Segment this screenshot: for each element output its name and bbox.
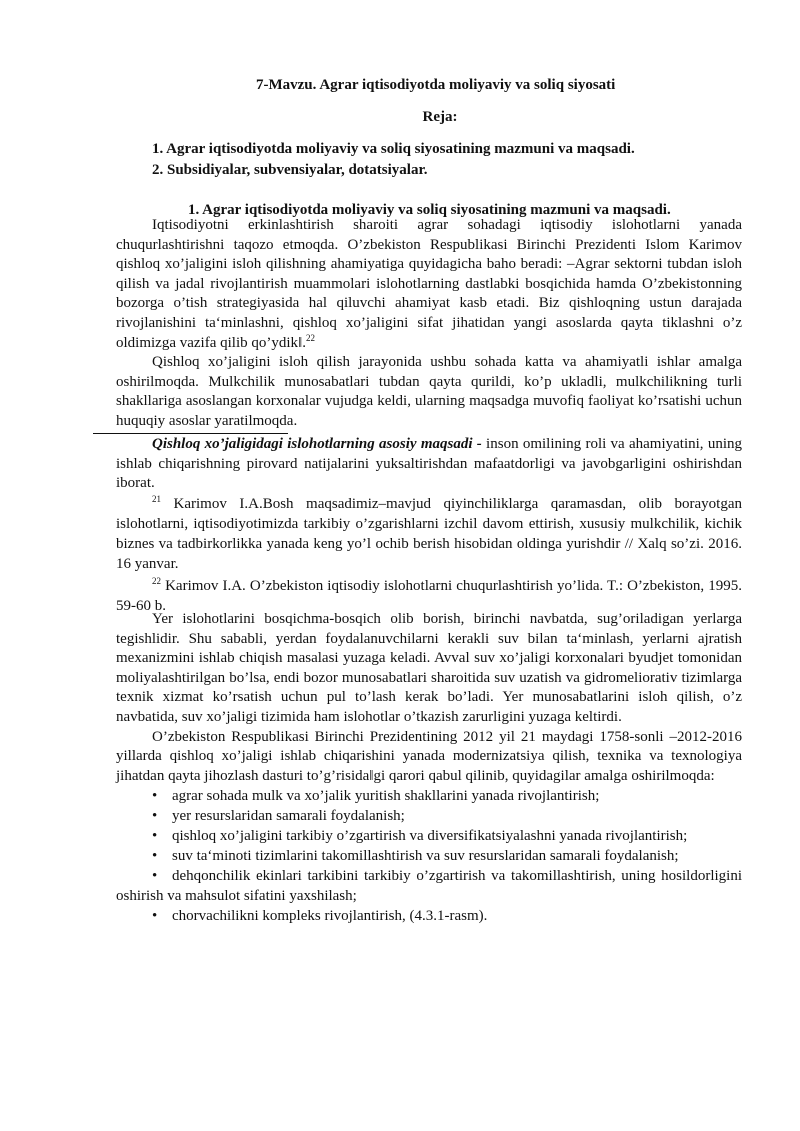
section-heading: 1. Agrar iqtisodiyotda moliyaviy va soliq siyosatining mazmuni va maqsadi.	[188, 202, 671, 218]
paragraph: O’zbekiston Respublikasi Birinchi Prezidentining 2012 yil 21 maydagi 1758-sonli –2012-2016 yillarda qishloq xo’jaligi ishlab chiqarishini yanada modernizatsiya qilish, texnika va texnologiya jihatdan qayta jihozlash dasturi to’g’risida‖gi qarori qabul qilinib, quyidagilar amalga oshirilmoqda:	[116, 728, 742, 784]
list-item: • agrar sohada mulk va xo’jalik yuritish shakllarini yanada rivojlantirish;	[152, 788, 600, 805]
main-text	[116, 610, 742, 926]
bullet-icon: •	[152, 868, 158, 885]
list-item: • qishloq xo’jaligini tarkibiy o’zgartirish va diversifikatsiyalashni yanada rivojlantirish;	[152, 828, 688, 845]
topic-title: 7-Mavzu. Agrar iqtisodiyotda moliyaviy va soliq siyosati	[256, 77, 616, 93]
plan-item: 2. Subsidiyalar, subvensiyalar, dotatsiyalar.	[152, 162, 428, 178]
intro-text	[116, 216, 742, 432]
bullet-icon: •	[152, 808, 158, 825]
footnotes	[116, 494, 742, 618]
plan-list	[152, 139, 760, 181]
footnote: $^{21}$ Karimov I.A.Bosh maqsadimiz–mavjud qiyinchiliklarga qaramasdan, olib borayotgan islohotlarni, iqtisodiyotimizda tarkibiy o’zgarishlarni izchil davom ettirish, xususiy mulkchilik, kichik biznes va tadbirkorlikka yanada keng yo’l ochib berish hisobidan oldinga yurishdir // Xalq so’zi. 2016. 16 yanvar.	[116, 494, 742, 572]
footnote-number: 22	[152, 576, 161, 586]
bullet-icon: •	[152, 848, 158, 865]
list-item: • dehqonchilik ekinlari tarkibini tarkibiy o’zgartirish va takomillashtirish, uning hosildorligini oshirish va mahsulot sifatini yaxshilash;	[116, 868, 742, 905]
paragraph: Iqtisodiyotni erkinlashtirish sharoiti agrar sohadagi iqtisodiy islohotlarni yanada chuqurlashtirishni taqozo etmoqda. O’zbekiston Respublikasi Birinchi Prezidenti Islom Karimov qishloq xo’jaligini isloh qilishning ahamiyatiga quyidagicha baho beradi: –Agrar sektorni tubdan isloh qilish va jadal rivojlantirish muammolari islohotlarning dastlabki bosqichida hamda O’zbekistonning bozorga o’tish strategiyasida hal qiluvchi ahamiyat kasb etadi. Biz qishloqning ustun darajada rivojlanishini ta‘minlashni, qishloq xo’jaligini sifat jihatidan yangi asoslarda qayta tiklashni o’z oldimizga vazifa qilib qo’ydik‖.$^{22}$	[116, 217, 742, 351]
list-item: • yer resurslaridan samarali foydalanish;	[152, 808, 405, 825]
bullet-icon: •	[152, 788, 158, 805]
goal-text	[116, 435, 742, 494]
key-term: Qishloq xo’jaligidagi islohotlarning asosiy maqsadi -	[152, 436, 482, 452]
list-item: • suv ta‘minoti tizimlarini takomillashtirish va suv resurslaridan samarali foydalanish;	[152, 848, 679, 865]
footnote: $^{22}$ Karimov I.A. O’zbekiston iqtisodiy islohotlarni chuqurlashtirish yo’lida. T.: O’zbekiston, 1995. 59-60 b.	[116, 576, 742, 614]
footnote-ref: 22	[306, 332, 315, 343]
paragraph: Qishloq xo’jaligidagi islohotlarning asosiy maqsadi - inson omilining roli va ahamiyatini, uning ishlab chiqarishning pirovard natijalarini yuksaltirishdan mafaatdorligi va javobgarligini oshirishdan iborat.	[116, 436, 743, 492]
footnote-number: 21	[152, 494, 161, 504]
footnote-divider	[93, 433, 288, 434]
bullet-list	[116, 786, 742, 926]
bullet-icon: •	[152, 908, 158, 925]
plan-item: 1. Agrar iqtisodiyotda moliyaviy va soliq siyosatining mazmuni va maqsadi.	[152, 141, 635, 157]
plan-heading: Reja:	[422, 109, 458, 125]
bullet-icon: •	[152, 828, 158, 845]
paragraph: Qishloq xo’jaligini isloh qilish jarayonida ushbu sohada katta va ahamiyatli ishlar amalga oshirilmoqda. Mulkchilik munosabatlari tubdan qayta qurildi, ko’p ukladli, mulkchilikning turli shakllariga asoslangan korxonalar vujudga keldi, ularning maqsadga muvofiq faoliyat ko’rsatishi uchun huquqiy asoslar yaratilmoqda.	[116, 354, 742, 429]
list-item: • chorvachilikni kompleks rivojlantirish, (4.3.1-rasm).	[152, 908, 488, 925]
paragraph: Yer islohotlarini bosqichma-bosqich olib borish, birinchi navbatda, sug’oriladigan yerlarga tegishlidir. Shu sababli, yerdan foydalanuvchilarni kerakli suv bilan ta‘minlash, yerlarni ajratish mexanizmini ishlab chiqish masalasi yuzaga keladi. Avval suv xo’jaligi korxonalari byudjet tomonidan moliyalashtirilgan bo’lsa, endi bozor munosabatlari sharoitida suv uzatish va gidromeliorativ tizimlarga texnik xizmat ko’rsatish uchun pul to’lash kerak bo’ladi. Yer munosabatlarini isloh qilish, o’z navbatida, suv xo’jaligi tizimida ham islohotlar o’tkazish zarurligini yuzaga keltirdi.	[116, 611, 742, 725]
